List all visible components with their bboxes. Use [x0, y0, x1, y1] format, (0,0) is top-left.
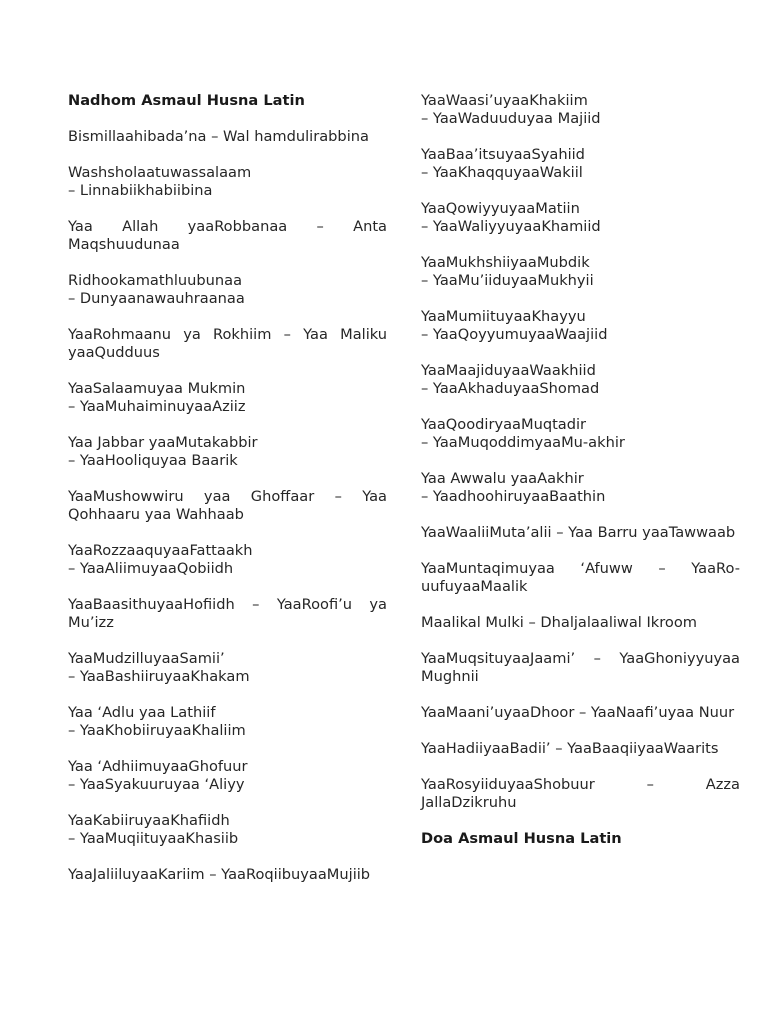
verse-paragraph: YaaRohmaanu ya Rokhiim – Yaa Maliku yaaQudduus: [68, 326, 387, 361]
verse-paragraph: YaaWaasi’uyaaKhakiim – YaaWaduuduyaa Majiid: [421, 92, 601, 127]
verse-paragraph: YaaQoodiryaaMuqtadir – YaaMuqoddimyaaMu-akhir: [421, 416, 625, 451]
verse-paragraph: YaaHadiiyaaBadii’ – YaaBaaqiiyaaWaarits: [421, 740, 719, 757]
verse-paragraph: YaaMumiituyaaKhayyu – YaaQoyyumuyaaWaajiid: [421, 308, 608, 343]
verse-paragraph: Yaa Jabbar yaaMutakabbir – YaaHooliquyaa Baarik: [68, 434, 258, 469]
verse-paragraph: YaaMuqsituyaaJaami’ – YaaGhoniyyuyaa Mughnii: [421, 650, 740, 685]
verse-paragraph: YaaSalaamuyaa Mukmin – YaaMuhaiminuyaaAziiz: [68, 380, 246, 415]
verse-paragraph: YaaBaa’itsuyaaSyahiid – YaaKhaqquyaaWakiil: [421, 146, 585, 181]
closing-heading: Doa Asmaul Husna Latin: [421, 830, 622, 847]
document-page: [68, 92, 740, 902]
verse-paragraph: YaaWaaliiMuta’alii – Yaa Barru yaaTawwaab: [421, 524, 736, 541]
verse-paragraph: YaaKabiiruyaaKhafiidh – YaaMuqiituyaaKhasiib: [68, 812, 239, 847]
verse-paragraph: YaaMushowwiru yaa Ghoffaar – Yaa Qohhaaru yaa Wahhaab: [68, 488, 387, 523]
verse-paragraph: Yaa Awwalu yaaAakhir – YaadhoohiruyaaBaathin: [421, 470, 606, 505]
document-title: Nadhom Asmaul Husna Latin: [68, 92, 305, 109]
verse-paragraph: YaaMukhshiiyaaMubdik – YaaMu’iiduyaaMukhyii: [421, 254, 594, 289]
verse-paragraph: YaaJaliiluyaaKariim – YaaRoqiibuyaaMujiib: [68, 866, 371, 883]
verse-paragraph: YaaQowiyyuyaaMatiin – YaaWaliyyuyaaKhamiid: [421, 200, 601, 235]
verse-line: Washsholaatuwassalaam – Linnabiikhabiibina: [68, 164, 252, 199]
left-column: [68, 92, 387, 902]
verse-paragraph: Maalikal Mulki – Dhaljalaaliwal Ikroom: [421, 614, 698, 631]
verse-paragraph: YaaMaani’uyaaDhoor – YaaNaafi’uyaa Nuur: [421, 704, 735, 721]
verse-paragraph: YaaMaajiduyaaWaakhiid – YaaAkhaduyaaShomad: [421, 362, 600, 397]
verse-paragraph: YaaMudzilluyaaSamii’ – YaaBashiiruyaaKhakam: [68, 650, 250, 685]
verse-paragraph: YaaRozzaaquyaaFattaakh – YaaAliimuyaaQobiidh: [68, 542, 253, 577]
verse-paragraph: Ridhookamathluubunaa – Dunyaanawauhraanaa: [68, 272, 245, 307]
verse-paragraph: Yaa ‘Adlu yaa Lathiif – YaaKhobiiruyaaKhaliim: [68, 704, 246, 739]
verse-paragraph: YaaRosyiiduyaaShobuur – Azza JallaDzikruhu: [421, 776, 740, 811]
verse-paragraph: Yaa Allah yaaRobbanaa – Anta Maqshuudunaa: [68, 218, 387, 253]
verse-paragraph: Bismillaahibada’na – Wal hamdulirabbina: [68, 128, 369, 145]
verse-paragraph: YaaBaasithuyaaHofiidh – YaaRoofi’u ya Mu’izz: [68, 596, 387, 631]
verse-paragraph: YaaMuntaqimuyaa ‘Afuww – YaaRo-uufuyaaMaalik: [421, 560, 740, 595]
right-column: [421, 92, 740, 902]
verse-paragraph: [68, 164, 387, 200]
verse-paragraph: Yaa ‘AdhiimuyaaGhofuur – YaaSyakuuruyaa ‘Aliyy: [68, 758, 248, 793]
